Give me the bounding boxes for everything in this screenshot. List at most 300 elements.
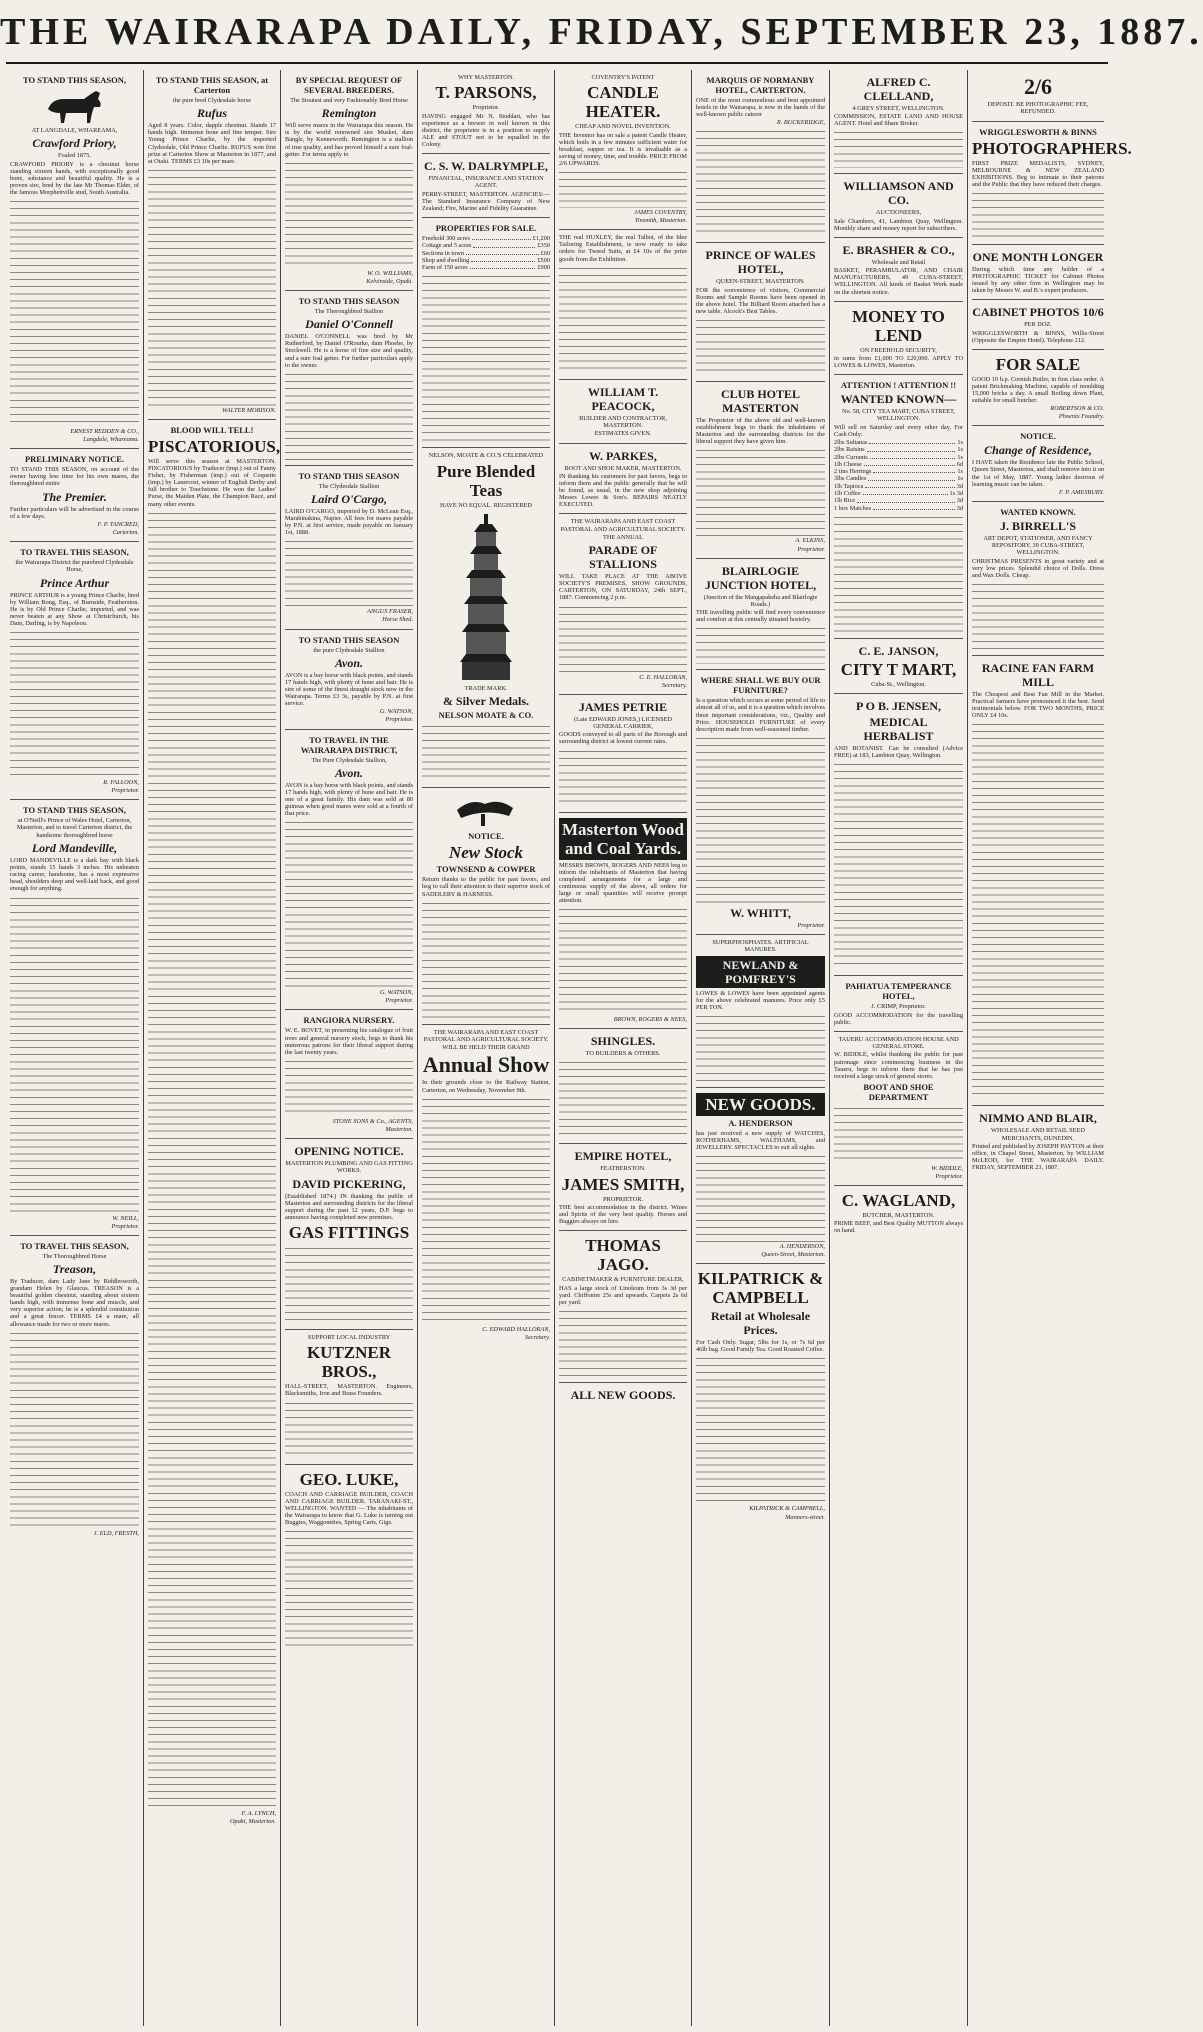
- ad-signature: R. FALLOON,: [103, 778, 139, 786]
- ad-clelland: [834, 70, 963, 174]
- ad-body-continued: [285, 370, 413, 460]
- business-name: TOWNSEND & COWPER: [436, 864, 536, 875]
- leader-dots: [471, 257, 535, 262]
- leader-dots: [868, 475, 955, 480]
- ad-marquis-normanby: [696, 70, 825, 243]
- ad-for-sale: [972, 350, 1104, 427]
- horse-name: Remington: [321, 106, 377, 121]
- ad-lord-mandeville: [10, 800, 139, 1236]
- ad-williamson: [834, 174, 963, 237]
- ad-avon-stand: [285, 630, 413, 730]
- proprietor-name: JAMES SMITH,: [561, 1174, 685, 1194]
- ad-subheading: NELSON, MOATE & CO.'S CELEBRATED: [428, 452, 544, 460]
- column-8: [968, 70, 1132, 2026]
- ad-body: ONE of the most commodious and best appointed hotels in the Wairarapa, is now in the hands of the well-known public caterer: [696, 97, 825, 119]
- ad-signature: C. E. HALLORAN,: [639, 673, 687, 681]
- horse-name: Crawford Priory,: [32, 136, 117, 151]
- ad-body-continued: [834, 128, 963, 168]
- business-name: EMPIRE HOTEL,: [574, 1149, 672, 1164]
- horse-name: The Premier.: [42, 489, 107, 504]
- ad-title: Change of Residence,: [984, 443, 1092, 458]
- ad-signature: G. WATSON,: [379, 989, 413, 997]
- ad-club-hotel: [696, 382, 825, 559]
- ad-heading: COVENTRY'S PATENT: [591, 74, 655, 81]
- business-name: KUTZNER BROS.,: [306, 1343, 392, 1382]
- ad-pahiatua-hotel: [834, 976, 963, 1031]
- ad-heading: MARQUIS OF NORMANBY HOTEL, CARTERTON.: [706, 75, 815, 95]
- price-item: 3lbs Candles: [834, 475, 867, 483]
- ad-townsend-cowper: [422, 788, 550, 1024]
- product-name: RACINE FAN FARM MILL: [981, 661, 1095, 690]
- ad-subheading: MEDICAL HERBALIST: [863, 715, 934, 744]
- ad-body-continued: [422, 899, 550, 1019]
- ad-subheading: (Late EDWARD JONES,) LICENSED GENERAL CARRIER,: [574, 715, 672, 731]
- product-name: SHINGLES.: [590, 1034, 656, 1049]
- ad-signature: WALTER MORISON.: [221, 406, 276, 414]
- newspaper-title: THE WAIRARAPA DAILY, FRIDAY, SEPTEMBER 23, 1887.: [0, 11, 1203, 53]
- horse-name: Daniel O'Connell: [305, 317, 393, 332]
- ad-place: Proprietor.: [935, 1172, 963, 1180]
- ad-body-continued: [696, 734, 825, 904]
- ad-body: THE best accommodation in the district. Wines and Spirits of the very best quality. Horses and Buggies always on hire.: [559, 1204, 687, 1226]
- business-name: A. HENDERSON: [728, 1117, 793, 1128]
- leader-dots: [869, 439, 955, 444]
- ad-body: Will serve mares in the Wairarapa this season. He is by the world renowned sire Musket, dam Bangle, by Kenneworth. Remington is a stallion of true quality, and has proved himself a sure foal-getter. For terms apply to: [285, 122, 413, 158]
- leader-dots: [870, 454, 956, 459]
- masthead: [0, 0, 1203, 64]
- ad-subheading: WILL BE HELD THEIR GRAND: [442, 1044, 530, 1052]
- leader-dots: [864, 461, 955, 466]
- ad-remington: [285, 70, 413, 291]
- ad-subheading: AUCTIONEERS,: [875, 209, 922, 217]
- ad-place: Tinsmith, Masterton.: [634, 217, 687, 225]
- ad-body-continued: [696, 1354, 825, 1504]
- horse-name: Rufus: [196, 106, 228, 121]
- masthead-rule: [6, 62, 1108, 64]
- ad-subheading: NELSON MOATE & CO.: [438, 710, 534, 721]
- ad-title: WANTED KNOWN—: [840, 392, 957, 407]
- ad-body: BASKET, PERAMBULATOR, AND CHAIR MANUFACTURERS, 49 CUBA-STREET, WELLINGTON. All kinds of Basket Work made on the shortest notice.: [834, 267, 963, 296]
- ad-kilpatrick-campbell: [696, 1264, 825, 1525]
- price-item: 2lbs Currants: [834, 453, 868, 461]
- business-name: THOMAS JAGO.: [585, 1236, 661, 1275]
- ad-body-continued: [696, 624, 825, 664]
- ad-subheading: PER DOZ.: [1024, 321, 1052, 329]
- ad-subheading: The Stoutest and very Fashionably Bred Horse: [290, 97, 408, 104]
- horse-name: PISCATORIOUS,: [148, 436, 281, 456]
- property-price: £500: [537, 256, 550, 264]
- price-row: [834, 497, 963, 504]
- ad-signature: BROWN, ROGERS & NEES,: [613, 1016, 687, 1024]
- ad-heading: TO TRAVEL THIS SEASON,: [20, 546, 129, 557]
- ad-heading: TO STAND THIS SEASON,: [23, 75, 126, 85]
- ad-geo-luke: [285, 1465, 413, 1652]
- ad-subheading: HAVE NO EQUAL. REGISTERED: [440, 501, 532, 509]
- ad-body: DANIEL O'CONNELL was bred by Mr Rutherford, by Daniel O'Rourke, dam Phoebe, by Stockwell. He is a horse of fine size and quality, and a sure foal getter. For further particulars apply to the owner.: [285, 333, 413, 369]
- property-row: [422, 235, 550, 242]
- ad-body-continued: [10, 894, 139, 1214]
- ad-signature: W. BIDDLE,: [931, 1164, 963, 1172]
- ad-place: Horse Shed.: [382, 616, 413, 624]
- ad-body: GOOD ACCOMMODATION for the travelling public.: [834, 1011, 963, 1026]
- ad-parade-stallions: [559, 514, 687, 694]
- ad-body: AVON is a bay horse with black points, and stands 17 hands high, with plenty of bone and hair. He is sire of some of the finest draught stock now in the Wairarapa. Terms £3 3s, payable by P.N. at first service.: [285, 671, 413, 708]
- ad-heading: ONE MONTH LONGER: [972, 249, 1104, 264]
- ad-subheading: PHOTOGRAPHERS.: [972, 138, 1132, 158]
- ad-signature: W. NEILL,: [112, 1214, 139, 1222]
- ad-place: Secretary.: [524, 1333, 550, 1341]
- ad-photo-deposit: [972, 70, 1104, 122]
- price-row: [834, 461, 963, 468]
- ad-city-tea-mart: [834, 375, 963, 639]
- ad-body: WILL TAKE PLACE AT THE ABOVE SOCIETY'S PREMISES, SHOW GROUNDS, CARTERTON, ON SATURDAY, 24th SEPT., 1887. Commencing 2 p.m.: [559, 573, 687, 602]
- price-row: [834, 468, 963, 475]
- ad-place: Masterton.: [385, 1125, 413, 1133]
- ad-body: FIRST PRIZE MEDALISTS, SYDNEY, MELBOURNE & NEW ZEALAND EXHIBITIONS. Beg to intimate to their patrons and the Public that they have reduced their charges.: [972, 159, 1104, 188]
- ad-body: LORD MANDEVILLE is a dark bay with black points, stands 15 hands 3 inches. His unbeaten racing career, handsome, has a most expressive head, shoulders deep and well-laid back, and good enough for anything.: [10, 857, 139, 893]
- ad-body-continued: [559, 905, 687, 1015]
- property-row: [422, 242, 550, 249]
- ad-body-continued: [285, 1244, 413, 1324]
- ad-body-continued: [972, 720, 1104, 1100]
- ad-subheading: BUILDER AND CONTRACTOR, MASTERTON.: [579, 414, 667, 429]
- ad-huxley: [559, 230, 687, 379]
- ad-subheading: ON FREEHOLD SECURITY,: [860, 346, 937, 354]
- ad-subheading: The Pure Clydesdale Stallion,: [311, 756, 387, 764]
- price-value: 1s: [957, 468, 963, 476]
- ad-body: The Proprietor of the above old and well-known establishment begs to thank the inhabitants of Masterton and the surrounding districts for the liberal support they have given him.: [696, 417, 825, 446]
- ad-empire-hotel: [559, 1144, 687, 1231]
- column-2: [144, 70, 281, 2026]
- ad-body-continued: [285, 1527, 413, 1647]
- property-label: Farm of 150 acres: [422, 264, 468, 272]
- ad-body: THE Inventor has on sale a patent Candle Heater, which boils in a few minutes sufficient water for breakfast, supper or tea. It is invaluable as a saving of money, time, and trouble. PRICE FROM 2/6 UPWARDS.: [559, 131, 687, 167]
- horse-name: Laird O'Cargo,: [310, 492, 387, 507]
- ad-heading: OPENING NOTICE.: [294, 1144, 404, 1159]
- ad-body-continued: [148, 166, 276, 406]
- ad-heading: TO STAND THIS SEASON: [298, 634, 400, 645]
- business-name: T. PARSONS,: [435, 83, 537, 103]
- ad-heading: WHY MASTERTON.: [458, 74, 514, 81]
- ad-body: PRINCE ARTHUR is a young Prince Charlie, bred by William Bong, Esq., of Burnside, Featherston. He is by Old Prince Charlie, imported, and was never beaten at any Show at Christchurch, his Dam, Darling, is by Napoleon.: [10, 591, 139, 627]
- ad-body: HALL-STREET, MASTERTON. Engineers, Blacksmiths, Iron and Brass Founders.: [285, 1383, 413, 1398]
- ad-place: Carterton.: [112, 528, 139, 536]
- ad-candle-heater: [559, 70, 687, 230]
- leader-dots: [466, 250, 539, 255]
- ad-rufus: [148, 70, 276, 420]
- ad-rangiora-nursery: [285, 1010, 413, 1139]
- price-row: [834, 439, 963, 446]
- ad-henderson-new-goods: [696, 1088, 825, 1264]
- ad-body: WRIGGLESWORTH & BINNS, Willis-Street (Opposite the Empire Hotel). Telephone 212.: [972, 329, 1104, 344]
- ad-body: Sale Chambers, 41, Lambton Quay, Wellington. Monthly share and money report for subscribers.: [834, 217, 963, 232]
- ad-blairlogie-hotel: [696, 559, 825, 671]
- property-label: Freehold 300 acres: [422, 234, 470, 242]
- ad-body: W. E. BOVET, in presenting his catalogue of fruit trees and general nursery stock, begs to thank his numerous patrons for their liberal support during the last twenty years.: [285, 1027, 413, 1056]
- business-name: WILLIAM T. PEACOCK,: [587, 384, 659, 413]
- ad-body: Cuba-St., Wellington.: [871, 680, 926, 688]
- ad-signature: F. P. AMESBURY.: [1059, 488, 1104, 496]
- ad-body-continued: [559, 603, 687, 673]
- ad-dalrymple: [422, 154, 550, 218]
- ad-signature: F. P. TANCRED,: [97, 520, 139, 528]
- ad-heading: FOR SALE: [995, 354, 1081, 374]
- ad-body: Further particulars will be advertised in the course of a few days.: [10, 505, 139, 520]
- ad-heading: NEW GOODS.: [696, 1093, 825, 1116]
- ad-body: By Traducer, dam Lady Jane by Riddlesworth, grandam Helen by Glaucus. TREASON is a beautiful golden chestnut, standing about sixteen hands high, with immense bone and muscle, and very superior action; he is a splendid constitution and a great fencer. TERMS £4 a mare, all allowance made for two or more mares.: [10, 1278, 139, 1328]
- ad-subheading: 4 GREY STREET, WELLINGTON.: [852, 105, 945, 112]
- property-price: £1,200: [532, 234, 550, 242]
- ad-subheading: The Thoroughbred Stallion: [314, 307, 384, 315]
- property-row: [422, 264, 550, 271]
- ad-body-continued: [696, 127, 825, 237]
- ad-subheading: WHOLESALE AND RETAIL SEED MERCHANTS, DUNEDIN.: [991, 1127, 1085, 1142]
- leader-dots: [473, 242, 535, 247]
- ad-body: has just received a new supply of WATCHES, ROTHERHAMS, WALTHAMS, and JEWELLERY. SPECTACLES to suit all sights.: [696, 1129, 825, 1152]
- ad-body: Return thanks to the public for past favors, and beg to call their attention to their superior stock of SADDLERY & HARNESS.: [422, 876, 550, 898]
- business-name: C. S. W. DALRYMPLE,: [424, 159, 548, 174]
- price-item: 2lbs Raisins: [834, 446, 865, 454]
- ad-body: PRIME BEEF, and Best Quality MUTTON always on hand.: [834, 1220, 963, 1235]
- ad-body: The Cheapest and Best Fan Mill in the Market. Practical farmers have pronounced it the best. Send testimonials below. FOR TWO MONTHS, PRICE ONLY £4 10s.: [972, 691, 1104, 720]
- ad-kutzner-bros: [285, 1330, 413, 1464]
- ad-body: Will serve this season at MASTERTON. PISCATORIOUS by Traducer (imp.) out of Fanny Fisher, by Fisherman (imp.) out of Coquette (imp.) by Lanercost, winner of English Derby and full brother to Touchstone. He won the Ladies' Purse, the Maiden Plate, the Champion Race, and many other events.: [148, 457, 276, 508]
- ad-subheading: J. CRIMP, Proprietor.: [871, 1003, 926, 1011]
- ad-body: Aged 8 years. Color, dapple chestnut. Stands 17 hands high. Immense bone and fine temper. Sire Young Prince Charlie, by the imported Clydesdale, Old Prince Charlie. RUFUS won first prize at Carterton Show at Masterton in 1877, and at Otaki. TERMS £3 10s per mare.: [148, 122, 276, 165]
- ad-signature: R. BUCKERIDGE,: [776, 119, 825, 127]
- ad-heading: THE WAIRARAPA AND EAST COAST PASTORAL AND AGRICULTURAL SOCIETY.: [560, 518, 686, 533]
- ad-properties: [422, 218, 550, 448]
- ad-place: Proprietor.: [797, 545, 825, 553]
- ad-all-new-goods: [559, 1383, 687, 1408]
- ad-body-continued: [696, 1152, 825, 1242]
- ad-parsons: [422, 70, 550, 154]
- ad-heading: TO STAND THIS SEASON: [298, 470, 400, 481]
- ad-nelson-moate-teas: [422, 448, 550, 788]
- column-5: [555, 70, 692, 2026]
- business-name: GEO. LUKE,: [299, 1469, 399, 1489]
- horse-name: Avon.: [334, 765, 364, 780]
- price-item: 1lb Cheese: [834, 460, 862, 468]
- ad-body-continued: [834, 513, 963, 633]
- gas-fittings-heading: GAS FITTINGS: [288, 1223, 410, 1243]
- business-name: PAHIATUA TEMPERANCE HOTEL,: [845, 981, 952, 1002]
- property-row: [422, 250, 550, 257]
- ad-body: AVON is a bay horse with black points, and stands 17 hands high, with plenty of bone and hair. He is one of a great family. His dam was sold at 80 guineas when good mares were sold at a fourth of that price.: [285, 781, 413, 818]
- price-value: 1s 3d: [949, 489, 963, 497]
- ad-peacock: [559, 380, 687, 444]
- ad-body: ESTIMATES GIVEN.: [594, 430, 652, 438]
- ad-cabinet-photos: [972, 300, 1104, 349]
- ad-heading: SUPPORT LOCAL INDUSTRY: [307, 1334, 391, 1342]
- ad-signature: C. EDWARD HALLORAN,: [482, 1325, 550, 1333]
- ad-body: in sums from £1,000 TO £20,000. APPLY TO LOWES & LOWES, Masterton.: [834, 354, 963, 370]
- ad-birrell: [972, 502, 1104, 656]
- ad-janson: [834, 639, 963, 694]
- leader-dots: [863, 490, 948, 495]
- ad-body-continued: [10, 197, 139, 427]
- price-item: 1lb Coffee: [834, 489, 861, 497]
- ad-signature: ERNEST REDDEN & CO.,: [70, 428, 139, 436]
- ad-body-continued: [696, 316, 825, 376]
- business-name: E. BRASHER & CO.,: [842, 242, 955, 257]
- ad-signature: W. O. WILLIAMS,: [367, 269, 413, 277]
- ad-subheading: the pure bred Clydesdale horse: [173, 97, 251, 104]
- ad-body-continued: [285, 159, 413, 269]
- ad-body-continued: [559, 264, 687, 374]
- ad-body-continued: [422, 722, 550, 782]
- property-label: Sections in town: [422, 249, 464, 257]
- ad-body: AND BOTANIST. Can be consulted (Advice FREE) at 183, Lambton Quay, Wellington.: [834, 745, 963, 760]
- ad-place: Queen-Street, Masterton.: [761, 1251, 825, 1259]
- proprietor-name: W. WHITT,: [730, 905, 791, 920]
- event-name: PARADE OF STALLIONS: [588, 543, 658, 572]
- ad-meta: Foaled 1875.: [58, 152, 91, 160]
- ad-body-continued: [285, 818, 413, 988]
- imprint-text: Printed and published by JOSEPH PAYTON at their office, in Chapel Street, Masterton, by WILLIAM McLEOD, for THE WAIRARAPA DAILY. FRIDAY, SEPTEMBER 23, 1887.: [972, 1143, 1104, 1172]
- ad-heading: ATTENTION ! ATTENTION !!: [840, 380, 957, 391]
- ad-body-continued: [422, 272, 550, 442]
- ad-subheading: The Thoroughbred Horse: [42, 1252, 107, 1260]
- ad-heading: PRELIMINARY NOTICE.: [24, 454, 125, 465]
- ad-body-continued: [422, 1095, 550, 1325]
- ad-body: LOWES & LOWES have been appointed agents for the above celebrated manures. Price only £5 PER TON.: [696, 989, 825, 1011]
- ad-body: During which time any holder of a PHOTOGRAPHIC TICKET for Cabinet Photos issued by any other firm in Wellington may be taken by Messrs W. and B.'s expert producers.: [972, 265, 1104, 295]
- product-name: New Stock: [448, 843, 524, 863]
- ad-place: Proprietor.: [111, 1222, 139, 1230]
- business-name: P O B. JENSEN,: [855, 699, 942, 714]
- ad-signature: J. ELD, FRESTH,: [93, 1529, 139, 1537]
- ad-place: Manners-street.: [785, 1513, 825, 1521]
- event-name: Annual Show: [422, 1052, 550, 1078]
- ad-heading: BY SPECIAL REQUEST OF SEVERAL BREEDERS.: [295, 75, 403, 95]
- ad-piscatorious: [148, 420, 281, 1830]
- ad-place: Langdale, Whareama.: [83, 436, 139, 444]
- ad-place: Proprietor.: [385, 997, 413, 1005]
- price-value: 1s: [957, 438, 963, 446]
- ad-signature: G. WATSON,: [379, 708, 413, 716]
- ad-heading: ALL NEW GOODS.: [570, 1387, 676, 1402]
- business-name: WILLIAMSON AND CO.: [843, 179, 954, 208]
- price-value: 1s: [957, 475, 963, 483]
- ad-body: COACH AND CARRIAGE BUILDER, COACH AND CARRIAGE BUILDER. TARANAKI-ST., WELLINGTON. WANTED — The inhabitants of the Wairarapa to know that G. Luke is turning out Buggies, Waggonettes, Spring Carts, Gigs.: [285, 1490, 413, 1526]
- ad-heading: NOTICE.: [1020, 431, 1056, 442]
- ad-heading: TO TRAVEL IN THE WAIRARAPA DISTRICT,: [300, 734, 398, 755]
- ad-place: Opaki, Masterton.: [230, 1817, 276, 1825]
- leader-dots: [873, 505, 955, 510]
- business-name: DAVID PICKERING,: [292, 1176, 406, 1191]
- ad-subheading: SUPERPHOSPHATES. ARTIFICIAL MANURES.: [712, 938, 809, 954]
- ad-body: CRAWFORD PRIORY is a chestnut horse standing sixteen hands, with exceptionally good bone, substance and beautiful quality. He is a proven sire, bred by the late Mr Thomas Elder, of the famous Morphettville stud, South Australia.: [10, 160, 139, 196]
- ad-prince-of-wales-hotel: [696, 243, 825, 382]
- ad-heading: WHERE SHALL WE BUY OUR FURNITURE?: [700, 675, 821, 696]
- ad-body-continued: [148, 509, 276, 1809]
- ad-signature: A. HENDERSON,: [779, 1243, 825, 1251]
- columns: [6, 70, 1132, 2026]
- ad-subheading: FINANCIAL, INSURANCE AND STATION AGENT.: [428, 175, 544, 190]
- ad-signature: ANGUS FRASER,: [367, 608, 413, 616]
- ad-crawford-priory: [10, 70, 139, 449]
- ad-subheading: PROPRIETOR.: [603, 1195, 643, 1203]
- ad-signature: A. ELKINS,: [795, 537, 825, 545]
- ad-body-continued: [696, 1012, 825, 1082]
- ad-signature: ROBERTSON & CO.: [1050, 405, 1104, 413]
- price-item: 1lb Tapioca: [834, 482, 864, 490]
- saddle-icon: [451, 794, 521, 828]
- ad-money-to-lend: [834, 302, 963, 375]
- horse-name: Avon.: [334, 655, 364, 670]
- ad-subheading: CITY T MART,: [840, 659, 957, 679]
- ad-place: Kelvinside, Opaki.: [366, 277, 413, 285]
- price-row: [834, 446, 963, 453]
- ad-subheading: TAUERU ACCOMMODATION HOUSE AND GENERAL STORE.: [838, 1035, 959, 1051]
- business-name: WRIGGLESWORTH & BINNS: [979, 126, 1097, 137]
- ad-body-continued: [559, 1058, 687, 1138]
- ad-place: Proprietor.: [111, 787, 139, 795]
- leader-dots: [865, 483, 954, 488]
- ad-body: DEPOSIT. BE PHOTOGRAPHIC FEE, REFUNDED.: [987, 101, 1089, 116]
- ad-heading: THE WAIRARAPA AND EAST COAST PASTORAL AND AGRICULTURAL SOCIETY.: [423, 1028, 549, 1043]
- ad-heading: TO STAND THIS SEASON, at Carterton: [155, 75, 269, 95]
- ad-body: GOOD 10 h.p. Cornish Boiler, in first class order. A patent Brickmaking Machine, capable of moulding 15,000 bricks a day. A small Boiling down Plant, suitable for small butcher.: [972, 375, 1104, 405]
- ad-body: I HAVE taken the Residence late the Public School, Queen Street, Masterton, and shall remove into it on the 1st of May, 1887. Young ladies desirous of learning music can be taken.: [972, 459, 1104, 488]
- leader-dots: [472, 235, 531, 240]
- ad-signature: KILPATRICK & CAMPBELL,: [749, 1505, 825, 1513]
- ad-body: (Established 1874.) IN thanking the public of Masterton and surrounding districts for the liberal support during the past 12 years, D.P. begs to announce having completed new premises.: [285, 1192, 413, 1221]
- ad-subheading: at O'Neill's Prince of Wales Hotel, Carterton, Masterton, and to travel Carterton district, the handsome thoroughbred horse: [16, 817, 133, 839]
- ad-parkes: [559, 444, 687, 515]
- pagoda-trademark-icon: [456, 512, 516, 682]
- ad-subheading: Proprietor.: [472, 104, 500, 112]
- ad-avon-travel: [285, 730, 413, 1011]
- property-label: Cottage and 5 acres: [422, 242, 472, 250]
- ad-subheading: BUTCHER, MASTERTON.: [862, 1212, 935, 1219]
- ad-subheading: No. 58, CITY TEA MART, CUBA STREET, WELLINGTON.: [841, 408, 956, 423]
- leader-dots: [873, 468, 955, 473]
- business-name: ALFRED C. CLELLAND,: [863, 75, 934, 103]
- business-name: PRINCE OF WALES HOTEL,: [705, 248, 816, 277]
- product-name: NEWLAND & POMFREY'S: [696, 956, 825, 988]
- ad-body-continued: [972, 189, 1104, 239]
- business-name: JAMES PETRIE: [578, 699, 668, 714]
- ad-body-continued: [285, 1057, 413, 1117]
- trade-mark-label: TRADE MARK.: [464, 685, 508, 693]
- ad-body: PERRY-STREET, MASTERTON. AGENCIES:—The Standard Insurance Company of New Zealand; Fire, Marine and Fidelity Guarantee.: [422, 190, 550, 212]
- ad-laird-ocargo: [285, 466, 413, 630]
- ad-body: W. BIDDLE, whilst thanking the public for past patronage since commencing business in the Taueru, begs to inform them that he has just received a large stock of general stores.: [834, 1051, 963, 1080]
- horse-illustration-icon: [40, 87, 110, 125]
- price-item: 1lb Rice: [834, 497, 856, 505]
- ad-body-continued: [10, 628, 139, 778]
- ad-subheading: QUEEN-STREET, MASTERTON.: [716, 278, 805, 286]
- ad-place: Secretary.: [661, 681, 687, 689]
- ad-heading: MONEY TO LEND: [852, 306, 945, 345]
- price-row: [834, 475, 963, 482]
- ad-daniel-oconnell: [285, 291, 413, 466]
- ad-body-continued: [10, 1329, 139, 1529]
- ad-heading: CABINET PHOTOS 10/6: [972, 305, 1104, 320]
- price-item: 2 tins Herrings: [834, 468, 872, 476]
- ad-body-continued: [834, 760, 963, 970]
- ad-subheading: Wholesale and Retail: [871, 258, 926, 266]
- price-value: 1s: [957, 446, 963, 454]
- price-value: 3d: [956, 504, 963, 512]
- ad-racine-fan-mill: [972, 656, 1104, 1106]
- business-name: C. WAGLAND,: [841, 1191, 956, 1210]
- ad-wrigglesworth-binns: [972, 122, 1132, 245]
- ad-subheading: TO STAND THIS SEASON, on account of the owner having less time for his own mares, the thoroughbred entire: [10, 466, 139, 488]
- leader-dots: [470, 264, 536, 269]
